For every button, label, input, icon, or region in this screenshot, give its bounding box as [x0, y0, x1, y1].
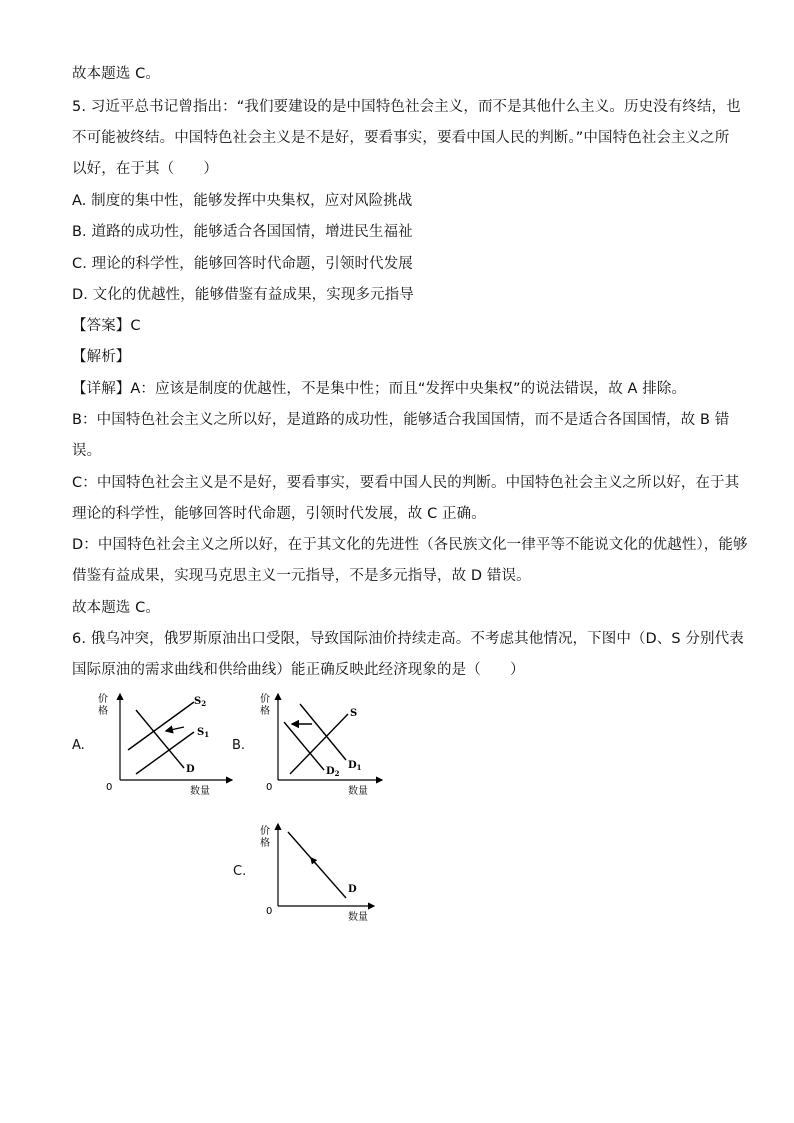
chart-a-y-label-1: 价 — [98, 694, 108, 705]
explanation-line: 误。 — [72, 443, 102, 459]
chart-a-label-s2: $S_2$ — [194, 696, 207, 708]
chart-a — [96, 690, 246, 800]
chart-c-label-d: D — [348, 884, 357, 895]
option-c: C. 理论的科学性，能够回答时代命题，引领时代发展 — [72, 256, 413, 272]
explanation-line: 借鉴有益成果，实现马克思主义一元指导，不是多元指导，故 D 错误。 — [72, 568, 531, 584]
chart-a-option-label: A. — [72, 738, 85, 753]
chart-a-label-s1: $S_1$ — [197, 727, 210, 739]
answer-label: 【答案】C — [72, 318, 141, 334]
chart-a-supply-curve-s2 — [128, 702, 194, 750]
chart-b — [254, 690, 404, 800]
text-line: 国际原油的需求曲线和供给曲线）能正确反映此经济现象的是（ ） — [72, 662, 525, 678]
explanation-line: 【详解】A：应该是制度的优越性，不是集中性；而且“发挥中央集权”的说法错误，故 A 排除。 — [72, 381, 687, 397]
chart-a-label-d: D — [186, 764, 195, 775]
text-line: 故本题选 C。 — [72, 600, 160, 616]
chart-a-y-label-2: 格 — [98, 706, 108, 717]
chart-b-x-label: 数量 — [348, 786, 368, 797]
analysis-label: 【解析】 — [72, 349, 131, 365]
chart-c-movement-arrow — [311, 858, 316, 864]
explanation-line: 理论的科学性，能够回答时代命题，引领时代发展，故 C 正确。 — [72, 506, 486, 522]
question-5-stem: 5. 习近平总书记曾指出：“我们要建设的是中国特色社会主义，而不是其他什么主义。历史没有终结，也 — [72, 99, 741, 115]
chart-b-y-label-1: 价 — [260, 694, 270, 705]
option-a: A. 制度的集中性，能够发挥中央集权，应对风险挑战 — [72, 193, 413, 209]
explanation-line: D：中国特色社会主义之所以好，在于其文化的先进性（各民族文化一律平等不能说文化的优越性），能够 — [72, 537, 748, 553]
option-d: D. 文化的优越性，能够借鉴有益成果，实现多元指导 — [72, 287, 414, 303]
chart-b-y-label-2: 格 — [260, 706, 270, 717]
text-line: 以好，在于其（ ） — [72, 161, 218, 177]
chart-b-origin: 0 — [266, 782, 273, 793]
chart-c — [254, 818, 404, 928]
chart-b-label-s: S — [350, 708, 358, 719]
chart-b-demand-curve-d1 — [300, 704, 346, 760]
chart-c-option-label: C. — [233, 864, 247, 879]
option-b: B. 道路的成功性，能够适合各国国情，增进民生福祉 — [72, 224, 413, 240]
chart-a-shift-arrow — [166, 727, 184, 731]
explanation-line: B：中国特色社会主义之所以好，是道路的成功性，能够适合我国国情，而不是适合各国国情，故 B 错 — [72, 412, 730, 428]
chart-b-option-label: B. — [232, 738, 246, 753]
text-line: 故本题选 C。 — [72, 66, 160, 82]
chart-b-label-d2: $D_2$ — [326, 766, 340, 778]
text-line: 不可能被终结。中国特色社会主义是不是好，要看事实，要看中国人民的判断。”中国特色社会主义之所 — [72, 130, 730, 146]
chart-c-y-label-2: 格 — [260, 838, 270, 849]
chart-c-y-label-1: 价 — [260, 826, 270, 837]
chart-a-origin: 0 — [106, 782, 113, 793]
chart-b-label-d1: $D_1$ — [348, 760, 362, 772]
chart-a-x-label: 数量 — [190, 786, 210, 797]
question-6-stem: 6. 俄乌冲突，俄罗斯原油出口受限，导致国际油价持续走高。不考虑其他情况，下图中（D、S 分别代表 — [72, 631, 744, 647]
chart-c-origin: 0 — [266, 906, 273, 917]
explanation-line: C：中国特色社会主义是不是好，要看事实，要看中国人民的判断。中国特色社会主义之所以好，在于其 — [72, 475, 740, 491]
chart-c-x-label: 数量 — [348, 912, 368, 923]
chart-c-demand-curve — [288, 832, 346, 898]
